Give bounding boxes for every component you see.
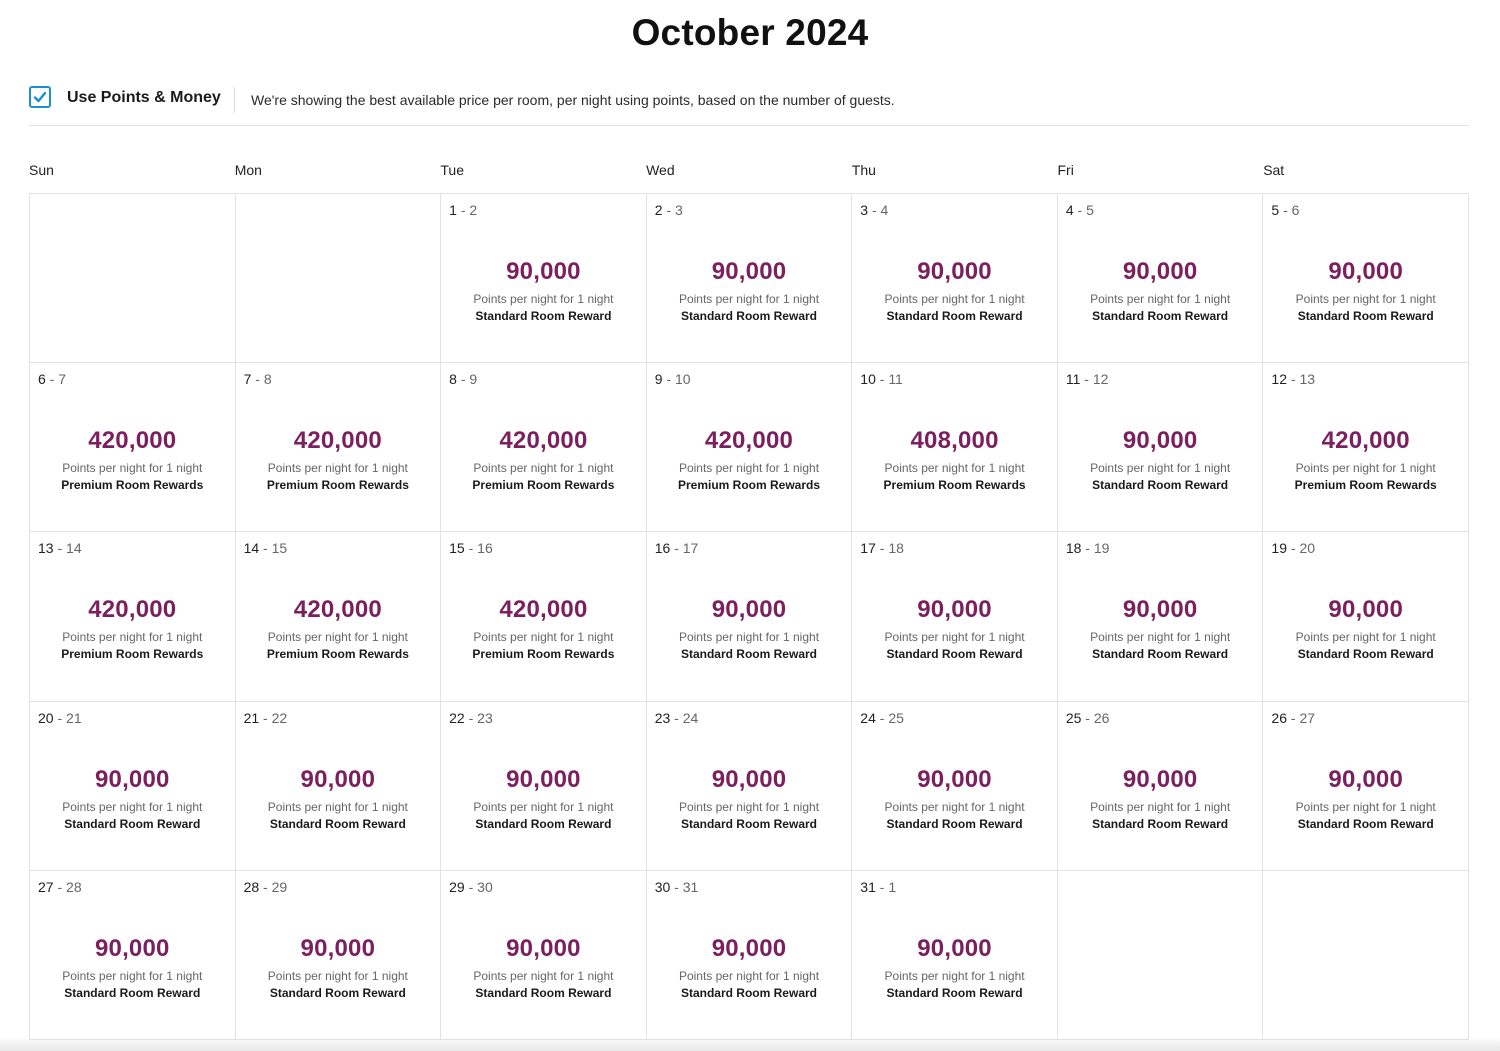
check-out-day: 25 [888,709,904,726]
weekday-thu: Thu [851,162,876,178]
day-cell[interactable] [852,871,1058,1040]
points-price: 90,000 [1122,765,1198,793]
reward-type: Standard Room Reward [475,985,612,1000]
points-description: Points per night for 1 night [678,630,820,645]
use-points-money-label[interactable]: Use Points & Money [67,89,221,106]
points-price: 420,000 [88,596,177,624]
checkmark-icon [33,90,47,104]
points-price: 90,000 [917,765,992,793]
check-out-day: 28 [66,878,82,895]
date-range: 17 - 18 [860,540,904,557]
day-cell[interactable] [1058,194,1264,363]
reward-type: Standard Room Reward [269,985,406,1000]
points-description: Points per night for 1 night [1295,461,1436,476]
reward-type: Premium Room Rewards [266,647,409,662]
day-cell[interactable] [852,532,1058,701]
points-description: Points per night for 1 night [884,968,1025,983]
date-range: 22 - 23 [449,709,493,726]
weekday-fri: Fri [1057,162,1074,178]
day-cell[interactable] [441,532,647,701]
check-in-day: 21 [243,709,260,726]
points-price: 90,000 [917,934,992,962]
check-in-day: 17 [860,540,876,557]
reward-type: Premium Room Rewards [677,478,821,493]
reward-type: Standard Room Reward [269,816,406,831]
check-in-day: 31 [860,878,876,895]
points-price: 90,000 [94,934,170,962]
points-description: Points per night for 1 night [678,292,820,306]
reward-type: Standard Room Reward [1297,647,1434,662]
reward-type: Premium Room Rewards [883,478,1026,493]
day-cell[interactable] [1058,702,1264,871]
check-in-day: 16 [654,540,671,557]
date-range: 9 - 10 [654,371,691,388]
empty-day-cell [1263,871,1469,1040]
day-cell[interactable] [1263,194,1469,363]
check-in-day: 19 [1271,540,1287,557]
day-cell[interactable] [852,702,1058,871]
date-range: 8 - 9 [449,371,478,388]
day-cell[interactable] [236,532,442,701]
day-cell[interactable] [441,702,647,871]
points-description: Points per night for 1 night [267,630,408,645]
day-cell[interactable] [236,702,442,871]
day-cell[interactable] [441,871,647,1040]
date-range: 1 - 2 [449,202,478,218]
reward-type: Premium Room Rewards [61,478,204,493]
reward-type: Standard Room Reward [680,985,817,1000]
points-description: Points per night for 1 night [473,968,614,983]
check-in-day: 14 [243,540,260,557]
points-price: 90,000 [711,258,787,285]
points-description: Points per night for 1 night [473,799,614,814]
check-in-day: 26 [1271,709,1287,726]
check-out-day: 24 [682,709,699,726]
day-cell[interactable] [1263,363,1469,532]
reward-type: Standard Room Reward [680,816,817,831]
date-range: 19 - 20 [1271,540,1316,557]
reward-type: Premium Room Rewards [1294,478,1437,493]
weekday-sun: Sun [29,162,54,178]
points-price: 90,000 [1122,596,1198,624]
check-out-day: 20 [1299,540,1316,557]
points-price: 90,000 [1328,765,1403,793]
date-range: 14 - 15 [243,540,288,557]
points-description: Points per night for 1 night [473,630,614,645]
check-out-day: 14 [66,540,82,557]
use-points-money-checkbox[interactable] [29,86,51,108]
date-range: 21 - 22 [243,709,288,726]
points-description: Points per night for 1 night [267,799,408,814]
date-range: 27 - 28 [38,878,82,895]
points-description: Points per night for 1 night [62,799,203,814]
empty-day-cell [30,194,236,363]
points-description: Points per night for 1 night [1295,630,1436,645]
check-in-day: 13 [38,540,54,557]
reward-type: Premium Room Rewards [266,478,409,493]
check-out-day: 22 [271,709,288,726]
check-out-day: 7 [58,371,67,388]
check-in-day: 1 [449,202,457,218]
weekday-mon: Mon [234,162,262,178]
check-out-day: 11 [888,371,903,388]
points-description: Points per night for 1 night [1090,630,1231,645]
reward-type: Standard Room Reward [886,647,1023,662]
check-out-day: 29 [271,878,288,895]
date-range: 23 - 24 [654,709,699,726]
points-price: 90,000 [506,765,581,793]
check-in-day: 29 [449,878,465,895]
points-description: Points per night for 1 night [267,968,408,983]
points-money-toolbar [29,84,1469,126]
weekday-sat: Sat [1263,162,1285,178]
date-range: 30 - 31 [654,878,699,895]
day-cell[interactable] [647,194,853,363]
day-cell[interactable] [30,702,236,871]
day-cell[interactable] [441,363,647,532]
pricing-description: We're showing the best available price per room, per night using points, based on the number of guests. [251,92,895,108]
reward-type: Standard Room Reward [64,985,201,1000]
reward-type: Premium Room Rewards [472,478,615,493]
check-out-day: 31 [682,878,699,895]
day-cell[interactable] [30,363,236,532]
check-out-day: 9 [469,371,478,388]
check-in-day: 30 [654,878,671,895]
points-description: Points per night for 1 night [62,968,203,983]
points-description: Points per night for 1 night [884,461,1025,476]
points-description: Points per night for 1 night [62,630,203,645]
check-in-day: 7 [243,371,252,388]
reward-type: Standard Room Reward [1297,309,1434,323]
check-in-day: 3 [860,202,869,218]
weekday-wed: Wed [646,162,675,178]
check-out-day: 15 [271,540,288,557]
date-range: 29 - 30 [449,878,493,895]
check-out-day: 6 [1291,202,1300,218]
check-out-day: 4 [880,202,889,218]
check-in-day: 15 [449,540,465,557]
page-title: October 2024 [631,12,869,53]
points-price: 90,000 [1328,596,1403,624]
check-out-day: 30 [477,878,493,895]
check-out-day: 17 [682,540,699,557]
day-cell[interactable] [30,871,236,1040]
check-in-day: 27 [38,878,54,895]
weekday-header-row [29,162,1469,182]
check-in-day: 5 [1271,202,1280,218]
points-price: 90,000 [1122,427,1198,455]
points-description: Points per night for 1 night [1090,292,1231,306]
check-out-day: 2 [469,202,478,218]
date-range: 28 - 29 [243,878,288,895]
check-in-day: 20 [38,709,54,726]
check-in-day: 6 [38,371,46,388]
points-description: Points per night for 1 night [884,799,1025,814]
date-range: 7 - 8 [243,371,272,388]
reward-type: Standard Room Reward [1092,647,1229,662]
points-price: 90,000 [300,765,376,793]
date-range: 24 - 25 [860,709,904,726]
day-cell[interactable] [1058,363,1264,532]
reward-type: Standard Room Reward [1297,816,1434,831]
day-cell[interactable] [647,363,853,532]
points-description: Points per night for 1 night [884,292,1025,306]
date-range: 26 - 27 [1271,709,1316,726]
check-in-day: 10 [860,371,876,388]
points-price: 90,000 [300,934,376,962]
points-description: Points per night for 1 night [678,968,820,983]
date-range: 20 - 21 [38,709,82,726]
scroll-fade [0,1037,1500,1051]
points-description: Points per night for 1 night [62,461,203,476]
check-in-day: 25 [1065,709,1082,726]
points-price: 420,000 [88,427,177,455]
check-out-day: 12 [1092,371,1109,388]
check-out-day: 18 [888,540,904,557]
points-price: 90,000 [711,765,787,793]
points-description: Points per night for 1 night [1295,292,1436,306]
check-in-day: 23 [654,709,671,726]
reward-type: Standard Room Reward [1092,816,1229,831]
empty-day-cell [236,194,442,363]
check-out-day: 8 [263,371,272,388]
reward-type: Standard Room Reward [886,816,1023,831]
date-range: 25 - 26 [1065,709,1110,726]
points-price: 408,000 [910,427,999,455]
check-out-day: 23 [477,709,493,726]
check-out-day: 16 [477,540,493,557]
day-cell[interactable] [236,871,442,1040]
reward-type: Standard Room Reward [475,816,612,831]
points-price: 90,000 [917,596,992,624]
points-description: Points per night for 1 night [1295,799,1436,814]
points-price: 420,000 [293,596,382,624]
check-in-day: 2 [654,202,663,218]
day-cell[interactable] [236,363,442,532]
check-out-day: 3 [674,202,683,218]
reward-type: Standard Room Reward [886,985,1023,1000]
points-description: Points per night for 1 night [884,630,1025,645]
points-price: 90,000 [506,258,581,285]
day-cell[interactable] [647,702,853,871]
date-range: 2 - 3 [654,202,683,218]
day-cell[interactable] [1263,532,1469,701]
date-range: 13 - 14 [38,540,82,557]
date-range: 5 - 6 [1271,202,1300,218]
date-range: 10 - 11 [860,371,903,388]
reward-type: Premium Room Rewards [472,647,615,662]
check-in-day: 24 [860,709,876,726]
weekday-tue: Tue [440,162,464,178]
points-price: 90,000 [917,258,992,285]
check-in-day: 11 [1065,371,1081,388]
reward-type: Standard Room Reward [1092,478,1229,493]
check-out-day: 21 [66,709,82,726]
date-range: 11 - 12 [1065,371,1109,388]
points-description: Points per night for 1 night [267,461,408,476]
points-description: Points per night for 1 night [1090,461,1231,476]
date-range: 4 - 5 [1065,202,1094,218]
day-cell[interactable] [441,194,647,363]
day-cell[interactable] [852,194,1058,363]
points-price: 420,000 [499,427,588,455]
check-in-day: 9 [654,371,663,388]
reward-type: Premium Room Rewards [61,647,204,662]
day-cell[interactable] [647,871,853,1040]
check-out-day: 10 [674,371,691,388]
points-price: 420,000 [1321,427,1410,455]
points-description: Points per night for 1 night [1090,799,1231,814]
check-out-day: 5 [1086,202,1094,218]
reward-type: Standard Room Reward [680,647,817,662]
reward-type: Standard Room Reward [680,309,817,323]
check-out-day: 19 [1093,540,1110,557]
day-cell[interactable] [647,532,853,701]
check-in-day: 8 [449,371,457,388]
points-description: Points per night for 1 night [473,292,614,306]
points-price: 90,000 [506,934,581,962]
points-price: 90,000 [1122,258,1198,285]
reward-type: Standard Room Reward [886,309,1023,323]
day-cell[interactable] [30,532,236,701]
check-out-day: 1 [888,878,897,895]
date-range: 31 - 1 [860,878,897,895]
toolbar-divider [234,87,235,113]
date-range: 18 - 19 [1065,540,1110,557]
points-description: Points per night for 1 night [678,799,820,814]
check-out-day: 13 [1299,371,1316,388]
date-range: 6 - 7 [38,371,67,388]
day-cell[interactable] [1058,532,1264,701]
day-cell[interactable] [852,363,1058,532]
points-description: Points per night for 1 night [678,461,820,476]
check-in-day: 28 [243,878,260,895]
empty-day-cell [1058,871,1264,1040]
check-in-day: 12 [1271,371,1287,388]
date-range: 3 - 4 [860,202,889,218]
reward-type: Standard Room Reward [64,816,201,831]
points-price: 90,000 [1328,258,1403,285]
reward-type: Standard Room Reward [1092,309,1229,323]
points-price: 420,000 [499,596,588,624]
reward-type: Standard Room Reward [475,309,612,323]
check-in-day: 4 [1065,202,1074,218]
points-price: 90,000 [711,596,787,624]
check-out-day: 26 [1093,709,1110,726]
points-description: Points per night for 1 night [473,461,614,476]
day-cell[interactable] [1263,702,1469,871]
date-range: 16 - 17 [654,540,699,557]
check-in-day: 22 [449,709,465,726]
points-price: 420,000 [293,427,382,455]
date-range: 15 - 16 [449,540,493,557]
check-out-day: 27 [1299,709,1316,726]
date-range: 12 - 13 [1271,371,1316,388]
check-in-day: 18 [1065,540,1082,557]
calendar-grid [29,193,1469,1040]
points-price: 90,000 [711,934,787,962]
points-price: 90,000 [94,765,170,793]
points-price: 420,000 [704,427,794,455]
